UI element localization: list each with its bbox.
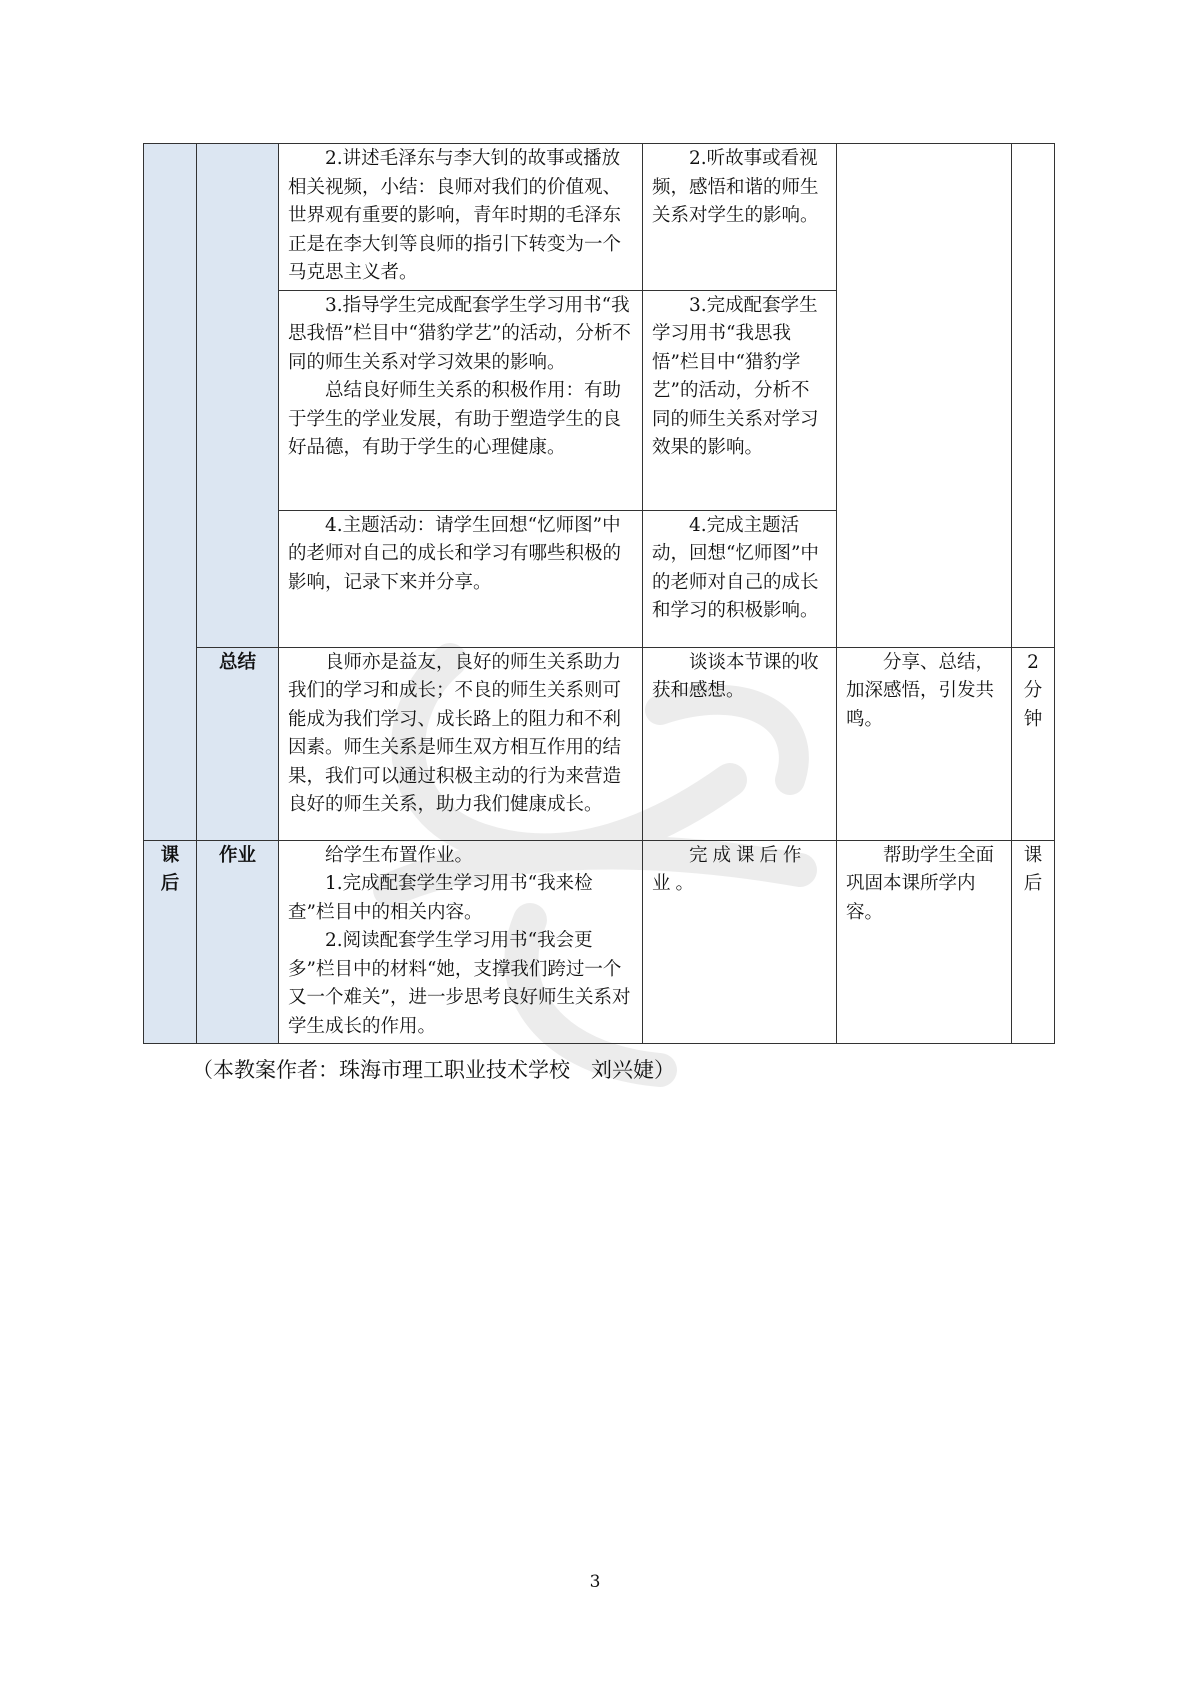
- student-activity-text: 谈谈本节课的收获和感想。: [652, 651, 819, 701]
- teacher-activity-cell: [279, 290, 643, 510]
- teacher-activity-text: 2.讲述毛泽东与李大钊的故事或播放相关视频，小结：良师对我们的价值观、世界观有重要的影响，青年时期的毛泽东正是在李大钊等良师的指引下转变为一个马克思主义者。: [288, 148, 622, 283]
- phase-label-text: 后: [160, 873, 180, 894]
- student-activity-cell: [643, 840, 837, 1044]
- student-activity-text: 完成课后作业。: [652, 844, 807, 894]
- student-activity-cell: [643, 144, 837, 291]
- step-label-homework: 作业: [197, 840, 279, 1044]
- design-intent-text: 分享、总结，加深感悟，引发共鸣。: [846, 651, 995, 730]
- time-cell: [1012, 647, 1055, 840]
- teacher-activity-text: 3.指导学生完成配套学生学习用书“我思我悟”栏目中“猎豹学艺”的活动，分析不同的师生关系对学习效果的影响。: [288, 294, 631, 373]
- step-label-summary: 总结: [197, 647, 279, 840]
- time-cell: [1012, 144, 1055, 648]
- design-intent-cell: [837, 144, 1012, 648]
- teacher-activity-text: 2.阅读配套学生学习用书“我会更多”栏目中的材料“她，支撑我们跨过一个又一个难关”，进一步思考良好师生关系对学生成长的作用。: [288, 930, 631, 1037]
- phase-label-text: 课: [160, 844, 180, 866]
- lesson-plan-table: [143, 143, 1055, 1044]
- student-activity-text: 2.听故事或看视频，感悟和谐的师生关系对学生的影响。: [652, 148, 819, 226]
- student-activity-cell: [643, 290, 837, 510]
- time-text: 钟: [1023, 708, 1043, 730]
- time-text: 后: [1023, 873, 1043, 894]
- phase-label-after-class: [144, 840, 197, 1044]
- design-intent-cell: [837, 647, 1012, 840]
- student-activity-cell: [643, 510, 837, 647]
- phase-cell-continued: [144, 144, 197, 841]
- table-row: [144, 840, 1055, 1044]
- design-intent-cell: [837, 840, 1012, 1044]
- table-row: [144, 647, 1055, 840]
- teacher-activity-cell: [279, 144, 643, 291]
- step-cell-continued: [197, 144, 279, 648]
- teacher-activity-text: 良师亦是益友，良好的师生关系助力我们的学习和成长；不良的师生关系则可能成为我们学习、成长路上的阻力和不利因素。师生关系是师生双方相互作用的结果，我们可以通过积极主动的行为来营造良好的师生关系，助力我们健康成长。: [288, 651, 622, 815]
- teacher-activity-text: 给学生布置作业。: [325, 844, 474, 866]
- page-number: 3: [589, 1572, 601, 1592]
- teacher-activity-text: 4.主题活动：请学生回想“忆师图”中的老师对自己的成长和学习有哪些积极的影响，记录下来并分享。: [288, 514, 622, 593]
- design-intent-text: 帮助学生全面巩固本课所学内容。: [846, 844, 995, 923]
- time-text: 分: [1023, 680, 1043, 701]
- student-activity-cell: [643, 647, 837, 840]
- teacher-activity-cell: [279, 510, 643, 647]
- table-row: [144, 144, 1055, 291]
- student-activity-text: 3.完成配套学生学习用书“我思我悟”栏目中“猎豹学艺”的活动，分析不同的师生关系对学习效果的影响。: [652, 294, 819, 458]
- time-text: 2: [1027, 651, 1039, 673]
- time-text: 课: [1023, 844, 1043, 866]
- teacher-activity-cell: [279, 647, 643, 840]
- author-credit: （本教案作者：珠海市理工职业技术学校 刘兴婕）: [192, 1058, 675, 1082]
- teacher-activity-cell: [279, 840, 643, 1044]
- teacher-activity-text: 总结良好师生关系的积极作用：有助于学生的学业发展，有助于塑造学生的良好品德，有助于学生的心理健康。: [288, 380, 622, 458]
- teacher-activity-text: 1.完成配套学生学习用书“我来检查”栏目中的相关内容。: [288, 873, 593, 923]
- student-activity-text: 4.完成主题活动，回想“忆师图”中的老师对自己的成长和学习的积极影响。: [652, 514, 819, 621]
- time-cell: [1012, 840, 1055, 1044]
